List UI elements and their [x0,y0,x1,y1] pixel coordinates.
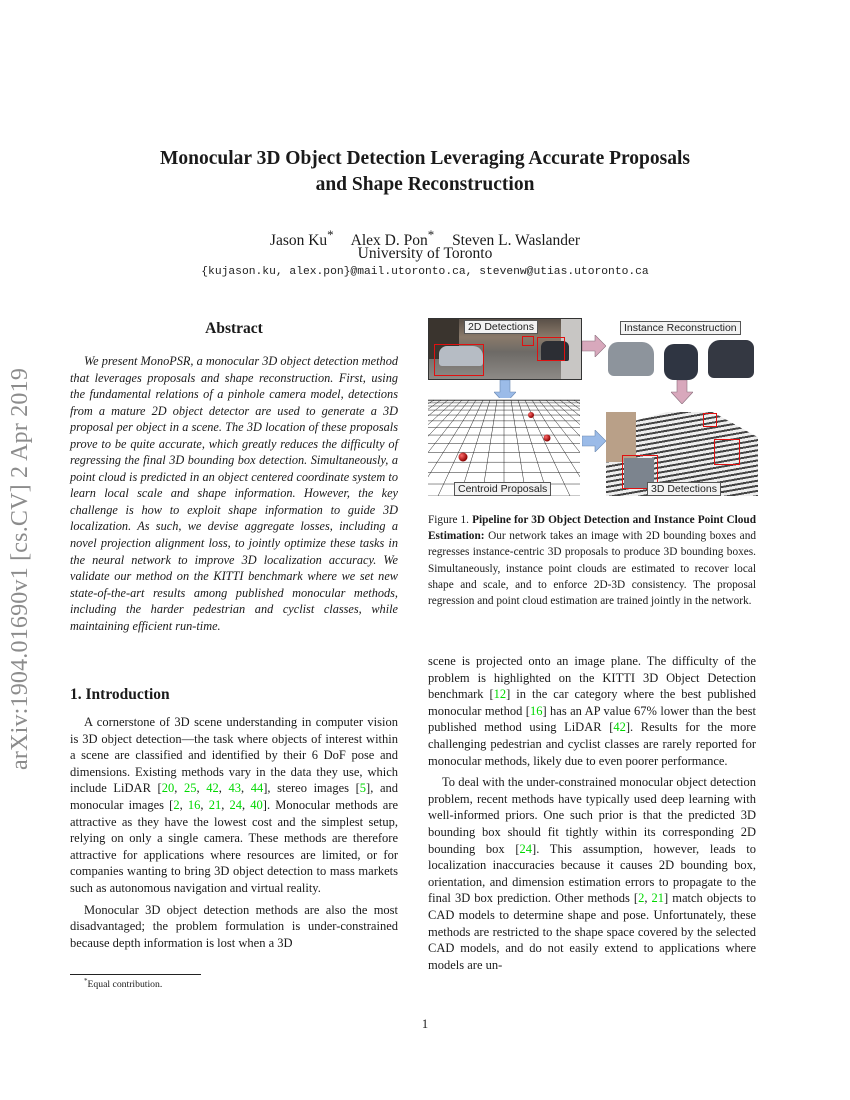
citation-link[interactable]: 2 [638,891,645,906]
citation-link[interactable]: 16 [187,797,201,812]
footnote-divider [70,974,201,975]
author-name: Jason Ku [269,232,328,250]
citation-link[interactable]: 43 [228,781,241,796]
citation-link[interactable]: 2 [173,797,180,812]
label-2d-detections: 2D Detections [464,320,538,334]
citation-link[interactable]: 42 [206,781,219,796]
bounding-box [434,344,484,376]
abstract-heading: Abstract [205,320,263,337]
citation-link[interactable]: 21 [208,797,222,812]
paper-title [100,146,750,198]
citation-link[interactable]: 44 [250,781,264,796]
citation-link[interactable]: 25 [183,781,197,796]
panel-instance-reconstruction [606,332,758,382]
citation-link[interactable]: 12 [493,687,507,702]
citation-link[interactable]: 42 [613,720,626,735]
intro-paragraph-1: A cornerstone of 3D scene understanding in computer vision is 3D object detection—the task where objects of interest within a scene are classified and identified by their 6 DoF pose and dimensions. Existing methods vary in the data they use, which include LiDAR [20, 25, 42, 43, 44], stereo images [5], and monocular images [2, 16, 21, 24, 40]. Monocular methods are attractive as they have the lowest cost and the simplest setup, relying on only a single camera. These methods are therefore attractive for applications where resources are limited, or for companies wanting to bring 3D object detection to mass markets such as autonomous navigation and virtual reality. [70,715,399,895]
citation-link[interactable]: 21 [651,891,664,906]
right-paragraph-2: To deal with the under-constrained monocular object detection problem, recent methods have typically used deep learning with well-informed priors. One such prior is that the predicted 3D bounding box should fit tightly within its corresponding 2D bounding box [24]. This assumption, however, leads to localization inaccuracies because it causes 2D bounding box, orientation, and dimension estimation errors to propagate to the final 3D box prediction. Other methods [2, 21] match objects to CAD models to determine shape and pose. Unfortunately, these methods are restricted to the shape space covered by the selected CAD models, and do not easily extend to applications where models are un- [428,775,757,972]
citation-link[interactable]: 24 [519,841,533,856]
citation-link[interactable]: 20 [161,781,175,796]
right-column-body [428,653,756,978]
equal-contribution-mark: * [427,227,435,242]
arxiv-stamp: arXiv:1904.01690v1 [cs.CV] 2 Apr 2019 [7,367,33,770]
bounding-box [522,336,534,346]
arrow-right-icon [582,430,606,452]
citation-link[interactable]: 40 [250,797,263,812]
arrow-right-icon [582,335,606,357]
affiliation: University of Toronto [357,245,493,262]
label-centroid-proposals: Centroid Proposals [454,482,551,496]
figure-1-caption: Figure 1. Pipeline for 3D Object Detection and Instance Point Cloud Estimation: Our network takes an image with 2D bounding boxes and regresses instance-centric 3D proposals to produce 3D bounding boxes. Simultaneously, instance point clouds are estimated to recover local shape and scale, and to enforce 2D-3D consistency. The proposal regression and point cloud estimation are trained jointly in the network. [428,514,757,608]
bounding-box [537,337,565,361]
author-name: Alex D. Pon [350,232,428,250]
introduction-heading: 1. Introduction [70,686,170,703]
title-line-1: Monocular 3D Object Detection Leveraging Accurate Proposals [159,148,690,169]
label-3d-detections: 3D Detections [647,482,721,496]
citation-link[interactable]: 24 [229,797,242,812]
equal-contribution-mark: * [327,227,334,242]
right-paragraph-1: scene is projected onto an image plane. The difficulty of the problem is highlighted on the KITTI 3D Object Detection benchmark [12] in the car category where the best published monocular method [16] has an AP value 67% lower than the best published method using LiDAR [42]. Results for the more challenging pedestrian and cyclist classes are rarely reported for monocular methods, likely due to even poorer performance. [428,654,756,768]
label-instance-reconstruction: Instance Reconstruction [620,321,741,335]
citation-link[interactable]: 5 [359,781,367,796]
3d-bounding-box [714,439,740,465]
introduction-body [70,714,398,956]
author-emails[interactable]: {kujason.ku, alex.pon}@mail.utoronto.ca, stevenw@utias.utoronto.ca [201,266,649,278]
footnote: *Equal contribution. [84,977,163,991]
3d-bounding-box [703,413,717,427]
author-name: Steven L. Waslander [452,232,581,250]
figure-1-pipeline [428,318,758,496]
page-number: 1 [421,1017,429,1031]
citation-link[interactable]: 16 [529,703,543,718]
intro-paragraph-2: Monocular 3D object detection methods are also the most disadvantaged; the problem formulation is under-constrained because depth information is lost when a 3D [70,902,398,950]
abstract-text: We present MonoPSR, a monocular 3D object detection method that leverages proposals and shape reconstruction. First, using the fundamental relations of a pinhole camera model, detections from a mature 2D object detector are used to generate a 3D proposal per object in a scene. The 3D location of these proposals prove to be quite accurate, which greatly reduces the difficulty of regressing the final 3D bounding box detection. Simultaneously, a point cloud is predicted in an object centered coordinate system to learn local scale and shape information. However, the key challenge is how to exploit shape information to guide 3D localization. As such, we devise aggregate losses, including a novel projection alignment loss, to jointly optimize these tasks in the neural network to improve 3D localization accuracy. We validate our method on the KITTI benchmark where we set new state-of-the-art results among published monocular methods, including the harder pedestrian and cyclist classes, while maintaining efficient run-time. [70,354,398,633]
title-line-2: and Shape Reconstruction [315,174,535,195]
